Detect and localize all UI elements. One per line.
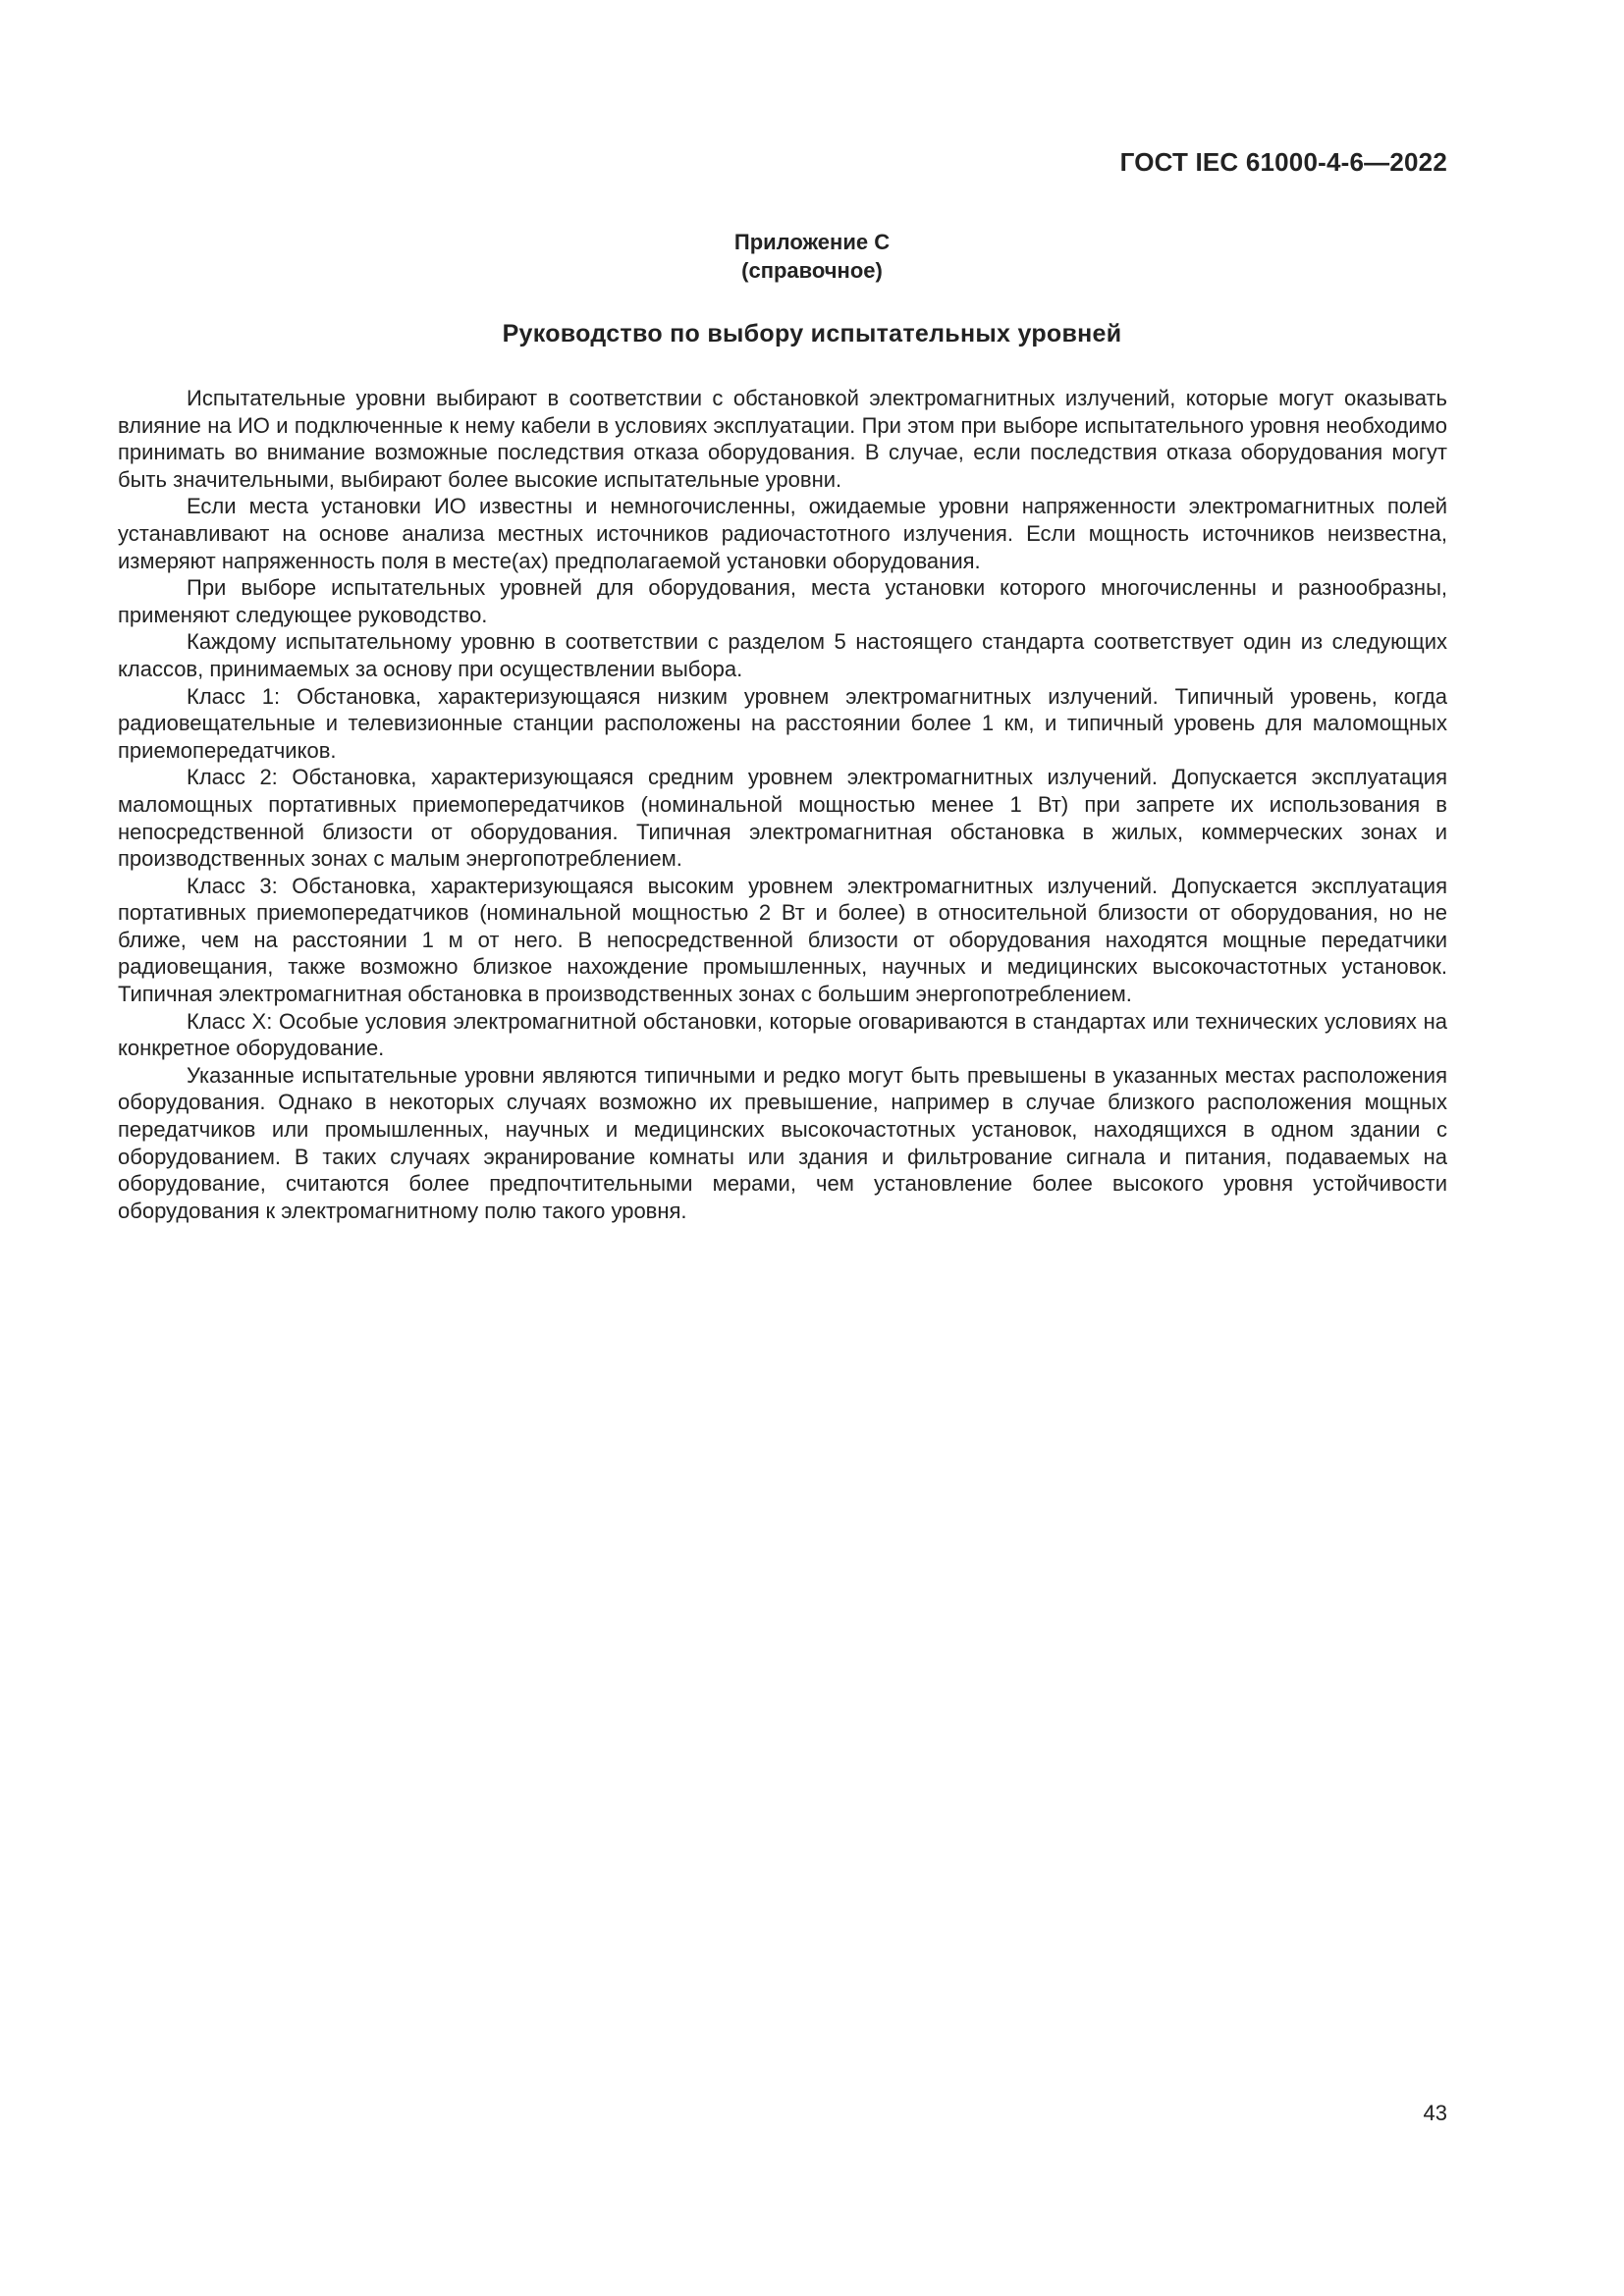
annex-title-block	[0, 228, 1624, 285]
paragraph: Если места установки ИО известны и немногочисленны, ожидаемые уровни напряженности электромагнитных полей устанавливают на основе анализа местных источников радиочастотного излучения. Если мощность источников неизвестна, измеряют напряженность поля в месте(ах) предполагаемой установки оборудования.	[118, 494, 1447, 573]
paragraph-class-3: Класс 3: Обстановка, характеризующаяся высоким уровнем электромагнитных излучений. Допускается эксплуатация портативных приемопередатчиков (номинальной мощностью 2 Вт и более) в относительной близости от оборудования, но не ближе, чем на расстоянии 1 м от него. В непосредственной близости от оборудования находятся мощные передатчики радиовещания, также возможно близкое нахождение промышленных, научных и медицинских высокочастотных установок. Типичная электромагнитная обстановка в производственных зонах с большим энергопотреблением.	[118, 873, 1447, 1007]
paragraph-class-x: Класс X: Особые условия электромагнитной обстановки, которые оговариваются в стандартах или технических условиях на конкретное оборудование.	[118, 1008, 1447, 1061]
page-number: 43	[1423, 2101, 1447, 2125]
paragraph: Каждому испытательному уровню в соответствии с разделом 5 настоящего стандарта соответствует один из следующих классов, принимаемых за основу при осуществлении выбора.	[118, 629, 1447, 681]
annex-title: Приложение С	[733, 230, 891, 254]
section-heading: Руководство по выбору испытательных уровней	[502, 320, 1122, 347]
paragraph-class-2: Класс 2: Обстановка, характеризующаяся средним уровнем электромагнитных излучений. Допускается эксплуатация маломощных портативных приемопередатчиков (номинальной мощностью менее 1 Вт) при запрете их использования в непосредственной близости от оборудования. Типичная электромагнитная обстановка в жилых, коммерческих зонах и производственных зонах с малым энергопотреблением.	[118, 765, 1447, 872]
paragraph: При выборе испытательных уровней для оборудования, места установки которого многочисленны и разнообразны, применяют следующее руководство.	[118, 575, 1447, 627]
paragraph: Указанные испытательные уровни являются типичными и редко могут быть превышены в указанных местах расположения оборудования. Однако в некоторых случаях возможно их превышение, например в случае близкого расположения мощных передатчиков или промышленных, научных и медицинских высокочастотных установок, находящихся в одном здании с оборудованием. В таких случаях экранирование комнаты или здания и фильтрование сигнала и питания, подаваемых на оборудование, считаются более предпочтительными мерами, чем установление более высокого уровня устойчивости оборудования к электромагнитному полю такого уровня.	[118, 1062, 1447, 1223]
body-text	[118, 385, 1447, 1224]
document-standard-id: ГОСТ IEC 61000-4-6—2022	[1119, 147, 1447, 177]
paragraph: Испытательные уровни выбирают в соответствии с обстановкой электромагнитных излучений, которые могут оказывать влияние на ИО и подключенные к нему кабели в условиях эксплуатации. При этом при выборе испытательного уровня необходимо принимать во внимание возможные последствия отказа оборудования. В случае, если последствия отказа оборудования могут быть значительными, выбирают более высокие испытательные уровни.	[118, 386, 1447, 492]
paragraph-class-1: Класс 1: Обстановка, характеризующаяся низким уровнем электромагнитных излучений. Типичный уровень, когда радиовещательные и телевизионные станции расположены на расстоянии более 1 км, и типичный уровень для маломощных приемопередатчиков.	[118, 683, 1447, 763]
annex-status: (справочное)	[741, 258, 883, 283]
